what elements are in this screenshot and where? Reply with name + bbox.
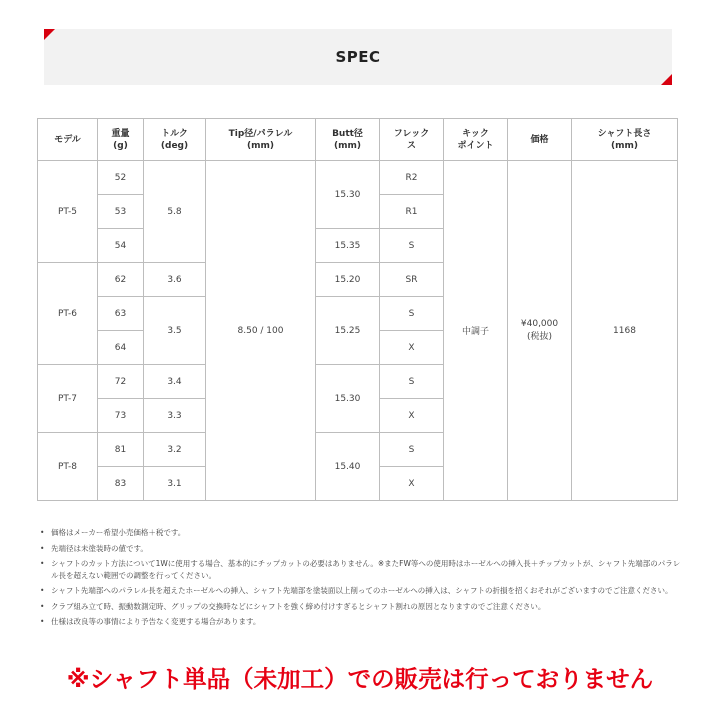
- notes-list: [37, 527, 682, 632]
- weight-cell: 81: [98, 433, 144, 467]
- header-torque: トルク (deg): [144, 119, 206, 161]
- header-tip: Tip径/パラレル (mm): [206, 119, 316, 161]
- note-item: • シャフトのカット方法について1Wに使用する場合、基本的にチップカットの必要はありません。※またFW等への使用時はホーゼルへの挿入長＋チップカットが、シャフト先端部のパラレル長を超えない範囲での調整を行ってください。: [37, 558, 682, 581]
- header-weight: 重量 (g): [98, 119, 144, 161]
- tip-cell: 8.50 / 100: [206, 161, 316, 501]
- torque-cell: 5.8: [144, 161, 206, 263]
- no-single-shaft-sale-warning: ※シャフト単品（未加工）での販売は行っておりません: [66, 665, 654, 693]
- table-row: [38, 161, 678, 195]
- flex-cell: R1: [380, 195, 444, 229]
- model-cell: PT-5: [38, 161, 98, 263]
- torque-cell: 3.6: [144, 263, 206, 297]
- table-header-row: [38, 119, 678, 161]
- torque-cell: 3.4: [144, 365, 206, 399]
- header-flex: フレック ス: [380, 119, 444, 161]
- spec-table: [37, 118, 678, 501]
- butt-cell: 15.20: [316, 263, 380, 297]
- flex-cell: X: [380, 467, 444, 501]
- header-price: 価格: [508, 119, 572, 161]
- flex-cell: S: [380, 297, 444, 331]
- torque-cell: 3.3: [144, 399, 206, 433]
- model-cell: PT-7: [38, 365, 98, 433]
- kick-cell: 中調子: [444, 161, 508, 501]
- butt-cell: 15.25: [316, 297, 380, 365]
- flex-cell: S: [380, 433, 444, 467]
- flex-cell: X: [380, 331, 444, 365]
- note-item: • 仕様は改良等の事情により予告なく変更する場合があります。: [37, 616, 682, 628]
- weight-cell: 53: [98, 195, 144, 229]
- torque-cell: 3.1: [144, 467, 206, 501]
- header-kick: キック ポイント: [444, 119, 508, 161]
- weight-cell: 54: [98, 229, 144, 263]
- note-item: • シャフト先端部へのパラレル長を超えたホーゼルへの挿入、シャフト先端部を塗装面以上削ってのホーゼルへの挿入は、シャフトの折損を招くおそれがございますのでご注意ください。: [37, 585, 682, 597]
- note-item: • 価格はメーカー希望小売価格＋税です。: [37, 527, 682, 539]
- butt-cell: 15.40: [316, 433, 380, 501]
- torque-cell: 3.2: [144, 433, 206, 467]
- price-cell: ¥40,000 (税抜): [508, 161, 572, 501]
- note-item: • 先端径は未塗装時の値です。: [37, 543, 682, 555]
- flex-cell: X: [380, 399, 444, 433]
- weight-cell: 83: [98, 467, 144, 501]
- weight-cell: 62: [98, 263, 144, 297]
- weight-cell: 63: [98, 297, 144, 331]
- length-cell: 1168: [572, 161, 678, 501]
- weight-cell: 73: [98, 399, 144, 433]
- torque-cell: 3.5: [144, 297, 206, 365]
- weight-cell: 64: [98, 331, 144, 365]
- header-length: シャフト長さ (mm): [572, 119, 678, 161]
- model-cell: PT-6: [38, 263, 98, 365]
- flex-cell: S: [380, 229, 444, 263]
- flex-cell: S: [380, 365, 444, 399]
- header-model: モデル: [38, 119, 98, 161]
- flex-cell: R2: [380, 161, 444, 195]
- weight-cell: 72: [98, 365, 144, 399]
- spec-title: SPEC: [335, 48, 381, 66]
- header-butt: Butt径 (mm): [316, 119, 380, 161]
- flex-cell: SR: [380, 263, 444, 297]
- butt-cell: 15.35: [316, 229, 380, 263]
- model-cell: PT-8: [38, 433, 98, 501]
- weight-cell: 52: [98, 161, 144, 195]
- butt-cell: 15.30: [316, 365, 380, 433]
- butt-cell: 15.30: [316, 161, 380, 229]
- note-item: • クラブ組み立て時、振動数測定時、グリップの交換時などにシャフトを強く締め付けすぎるとシャフト割れの原因となりますのでご注意ください。: [37, 601, 682, 613]
